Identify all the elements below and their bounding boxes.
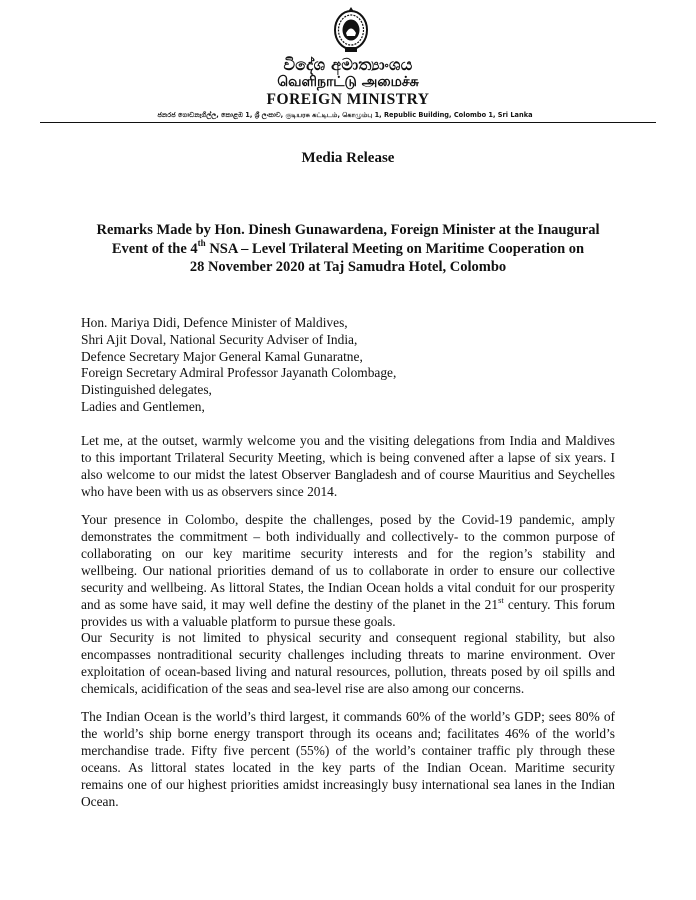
paragraph-line: wellbeing. Our national priorities demand of us to collaborate in order to ensure our collective <box>81 563 615 578</box>
salutation-line: Hon. Mariya Didi, Defence Minister of Maldives, <box>81 315 348 330</box>
paragraph-line: to this important Trilateral Security Meeting, which is being convened after a lapse of six years. I <box>81 450 615 465</box>
paragraph-line: provides us with a valuable platform to pursue these goals. <box>81 614 396 629</box>
paragraph-welcome <box>81 432 615 500</box>
paragraph-presence <box>81 511 615 630</box>
salutation-line: Distinguished delegates, <box>81 382 212 398</box>
salutation-line: Foreign Secretary Admiral Professor Jayanath Colombage, <box>81 365 397 381</box>
paragraph-line: Let me, at the outset, warmly welcome you and the visiting delegations from India and Maldives <box>81 433 615 448</box>
ministry-name-tamil: வெளிநாட்டு அமைச்சு <box>277 74 419 90</box>
paragraph-security <box>81 629 615 697</box>
ministry-name-sinhala: විදේශ අමාත්‍යාංශය <box>283 55 413 74</box>
paragraph-line: Ocean. <box>81 794 119 809</box>
paragraph-line: who have been with us as observers since 2014. <box>81 484 338 499</box>
salutation-line: Ladies and Gentlemen, <box>81 398 205 414</box>
paragraph-line: collaborating on our key maritime security interests and for the region’s stability and <box>81 546 615 561</box>
salutation-list <box>81 315 396 416</box>
paragraph-line: Your presence in Colombo, despite the challenges, posed by the Covid-19 pandemic, amply <box>81 512 615 527</box>
paragraph-line: Our Security is not limited to physical security and consequent regional stability, but also <box>81 630 615 645</box>
letterhead-divider <box>40 122 656 123</box>
paragraph-line: and as some have said, it may well define the destiny of the planet in the 21st century. This forum <box>81 594 615 612</box>
paragraph-line: the world’s ship borne energy transport through its oceans and; facilitates 46% of the world’s <box>81 726 615 741</box>
paragraph-line: encompasses nontraditional security challenges including threats to marine environment. Over <box>81 647 615 662</box>
paragraph-line: exploitation of ocean-based living and natural resources, pollution, threats posed by oil spills and <box>81 664 615 679</box>
ministry-name-english: FOREIGN MINISTRY <box>266 91 430 108</box>
salutation-line: Shri Ajit Doval, National Security Adviser of India, <box>81 331 358 347</box>
release-title <box>50 221 646 277</box>
paragraph-indian-ocean <box>81 708 615 810</box>
paragraph-line: chemicals, acidification of the seas and sea-level rise are also among our concerns. <box>81 681 525 696</box>
media-release-label: Media Release <box>301 150 395 166</box>
title-line: Event of the 4th NSA – Level Trilateral Meeting on Maritime Cooperation on <box>111 237 585 257</box>
paragraph-line: The Indian Ocean is the world’s third largest, it commands 60% of the world’s GDP; sees 80% of <box>81 709 615 724</box>
paragraph-line: security and wellbeing. As littoral States, the Indian Ocean holds a vital conduit for our prosperity <box>81 580 615 595</box>
sri-lanka-emblem-icon <box>333 6 369 54</box>
paragraph-line: demonstrates the commitment – both individually and collectively- to the common purpose of <box>81 529 615 544</box>
paragraph-line: merchandise trade. Fifty five percent (55%) of the world’s container traffic ply through these <box>81 743 615 758</box>
paragraph-line: remains one of our highest priorities amidst increasingly busy international sea lanes in the Indian <box>81 777 615 792</box>
paragraph-line: also welcome to our midst the latest Observer Bangladesh and of course Mauritius and Seychelles <box>81 467 615 482</box>
ministry-address: ජනරජ ගොඩනැගිල්ල, කොළඹ 1, ශ්‍රී ලංකාව, குடியரசு கட்டிடம், கொழும்பு 1, Republic Building, Colombo 1, Sri Lanka <box>157 111 533 119</box>
paragraph-line: oceans. As littoral states located in the key parts of the Indian Ocean. Maritime security <box>81 760 615 775</box>
title-line: 28 November 2020 at Taj Samudra Hotel, Colombo <box>189 259 507 275</box>
title-line: Remarks Made by Hon. Dinesh Gunawardena, Foreign Minister at the Inaugural <box>96 222 600 238</box>
salutation-line: Defence Secretary Major General Kamal Gunaratne, <box>81 348 363 364</box>
